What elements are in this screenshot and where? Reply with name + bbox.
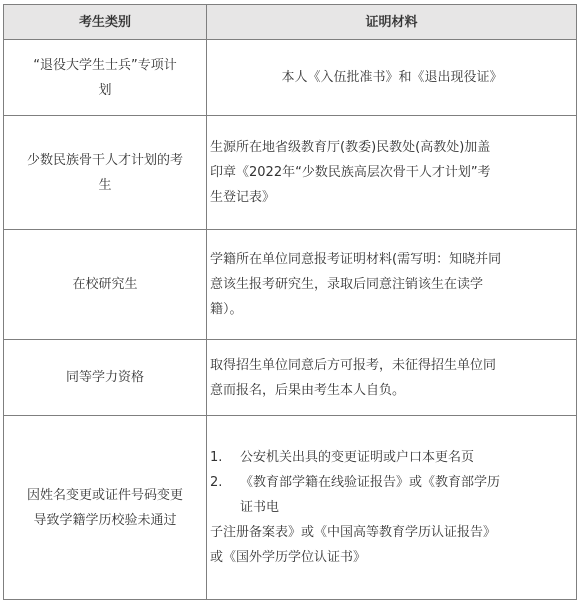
material-line: 取得招生单位同意后方可报考，未征得招生单位同 <box>210 357 497 373</box>
list-item <box>210 445 574 470</box>
category-line: 少数民族骨干人才计划的考 <box>26 152 183 168</box>
materials-cell <box>207 340 577 416</box>
category-cell <box>4 116 207 230</box>
material-line: 生源所在地省级教育厅(教委)民教处(高教处)加盖 <box>210 140 491 155</box>
table-row <box>4 230 577 340</box>
material-line: 子注册备案表》或《中国高等教育学历认证报告》 <box>210 525 497 540</box>
material-line: 生登记表》 <box>210 190 276 205</box>
table-header-row <box>4 5 577 40</box>
list-item-number: 1. <box>210 450 223 465</box>
category-cell <box>4 416 207 600</box>
material-line: 意该生报考研究生，录取后同意注销该生在读学 <box>210 277 484 292</box>
materials-cell <box>207 416 577 600</box>
list-item-number: 2. <box>210 475 223 490</box>
list-item-text: 公安机关出具的变更证明或户口本更名页 <box>240 450 475 465</box>
header-materials: 证明材料 <box>207 5 577 40</box>
category-line: 在校研究生 <box>72 277 138 292</box>
category-line: 因姓名变更或证件号码变更 <box>26 487 183 503</box>
category-line: 导致学籍学历校验未通过 <box>33 512 177 528</box>
material-line: 或《国外学历学位认证书》 <box>210 550 367 565</box>
category-cell <box>4 40 207 116</box>
material-line: 学籍所在单位同意报考证明材料(需写明：知晓并同 <box>210 252 502 267</box>
material-line: 籍）。 <box>210 302 243 317</box>
list-item <box>210 470 574 520</box>
category-cell <box>4 230 207 340</box>
list-item-text: 《教育部学籍在线验证报告》或《教育部学历 <box>240 475 501 490</box>
material-line: 本人《入伍批准书》和《退出现役证》 <box>281 70 503 85</box>
table-row <box>4 40 577 116</box>
category-line: 生 <box>98 177 112 193</box>
category-line: “退役大学生士兵”专项计 <box>33 57 177 73</box>
materials-cell <box>207 40 577 116</box>
category-line: 划 <box>98 82 112 98</box>
category-cell <box>4 340 207 416</box>
materials-cell <box>207 230 577 340</box>
header-category: 考生类别 <box>4 5 207 40</box>
list-item-continuation: 证书电 <box>240 500 280 515</box>
material-line: 意而报名，后果由考生本人自负。 <box>210 382 406 398</box>
requirements-table <box>3 4 577 600</box>
table-row <box>4 340 577 416</box>
material-line: 印章《2022年“少数民族高层次骨干人才计划”考 <box>210 165 491 180</box>
table-row <box>4 416 577 600</box>
materials-cell <box>207 116 577 230</box>
table-row <box>4 116 577 230</box>
category-line: 同等学力资格 <box>65 370 144 385</box>
